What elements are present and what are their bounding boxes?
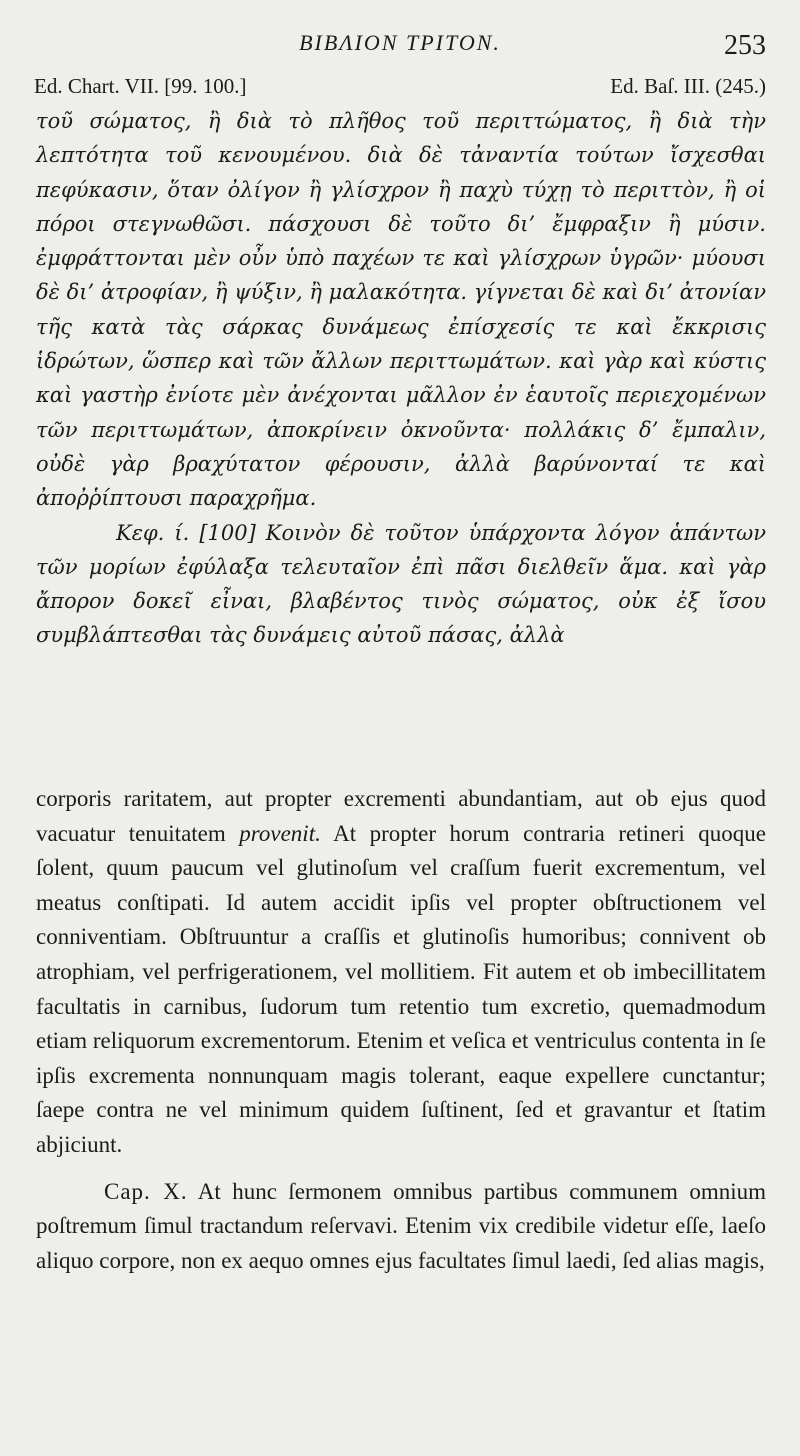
greek-chapter-label: Κεφ. ί.: [116, 520, 190, 545]
greek-paragraph: τοῦ σώματος, ἢ διὰ τὸ πλῆθος τοῦ περιττώματος, ἢ διὰ τὴν λεπτότητα τοῦ κενουμένου. διὰ δὲ τἀναντία τούτων ἴσχεσθαι πεφύκασιν, ὅταν ὀλίγον ἢ γλίσχρον ἢ παχὺ τύχῃ τὸ περιττὸν, ἢ οἱ πόροι στεγνωθῶσι. πάσχουσι δὲ τοῦτο δι’ ἔμφραξιν ἢ μύσιν. ἐμφράττονται μὲν οὖν ὑπὸ παχέων τε καὶ γλίσχρων ὑγρῶν· μύουσι δὲ δι’ ἀτροφίαν, ἢ ψύξιν, ἢ μαλακότητα. γίγνεται δὲ καὶ δι’ ἀτονίαν τῆς κατὰ τὰς σάρκας δυνάμεως ἐπίσχεσίς τε καὶ ἔκκρισις ἱδρώτων, ὥσπερ καὶ τῶν ἄλλων περιττωμάτων. καὶ γὰρ καὶ κύστις καὶ γαστὴρ ἐνίοτε μὲν ἀνέχονται μᾶλλον ἐν ἑαυτοῖς περιεχομένων τῶν περιττωμάτων, ἀποκρίνειν ὀκνοῦντα· πολλάκις δ’ ἔμπαλιν, οὐδὲ γὰρ βραχύτατον φέρουσιν, ἀλλὰ βαρύνονταί τε καὶ ἀποῤῥίπτουσι παραχρῆμα.: [36, 109, 766, 511]
edition-reference-line: [34, 74, 766, 99]
latin-text-block: [36, 782, 766, 1278]
latin-chapter-text: At hunc ſermonem omnibus partibus communem omnium poſtremum ſimul tractandum reſervavi. Etenim vix credibile videtur eſſe, laeſo aliquo corpore, non ex aequo omnes ejus facultates ſimul laedi, ſed alias magis,: [36, 1178, 766, 1273]
greek-chapter-paragraph: [36, 516, 766, 653]
latin-text-segment: corporis raritatem, aut propter excrementi abundantiam, aut ob ejus quod vacuatur tenuitatem: [36, 786, 766, 846]
latin-chapter-paragraph: [36, 1175, 766, 1279]
running-title: BIBΛΙΟΝ ΤΡΙΤΟΝ.: [299, 30, 501, 55]
greek-chapter-text: [100] Κοινὸν δὲ τοῦτον ὑπάρχοντα λόγον ἁπάντων τῶν μορίων ἐφύλαξα τελευταῖον ἐπὶ πᾶσι διελθεῖν ἅμα. καὶ γὰρ ἄπορον δοκεῖ εἶναι, βλαβέντος τινὸς σώματος, οὐκ ἐξ ἴσου συμβλάπτεσθαι τὰς δυνάμεις αὐτοῦ πάσας, ἀλλὰ: [36, 520, 767, 648]
edition-reference-left: Ed. Chart. VII. [99. 100.]: [34, 74, 247, 98]
greek-text-block: [36, 104, 766, 653]
page-number: 253: [724, 30, 766, 61]
edition-reference-right: Ed. Baſ. III. (245.): [610, 74, 766, 98]
latin-italic-word: provenit.: [239, 820, 321, 846]
latin-chapter-label: Cap. X.: [104, 1178, 188, 1204]
latin-text-segment: At propter horum contraria retineri quoque ſolent, quum paucum vel glutinoſum vel craſſum fuerit excrementum, vel meatus conſtipati. Id autem accidit ipſis vel propter obſtructionem vel conniventiam. Obſtruuntur a craſſis et glutinoſis humoribus; connivent ob atrophiam, vel perfrigerationem, vel mollitiem. Fit autem et ob imbecillitatem facultatis in carnibus, ſudorum tum retentio tum excretio, quemadmodum etiam reliquorum excrementorum. Etenim et veſica et ventriculus contenta in ſe ipſis excrementa nonnunquam magis tolerant, eaque expellere cunctantur; ſaepe contra ne vel minimum quidem ſuſtinent, ſed et gravantur et ſtatim abjiciunt.: [36, 820, 766, 1157]
latin-paragraph: [36, 782, 766, 1163]
